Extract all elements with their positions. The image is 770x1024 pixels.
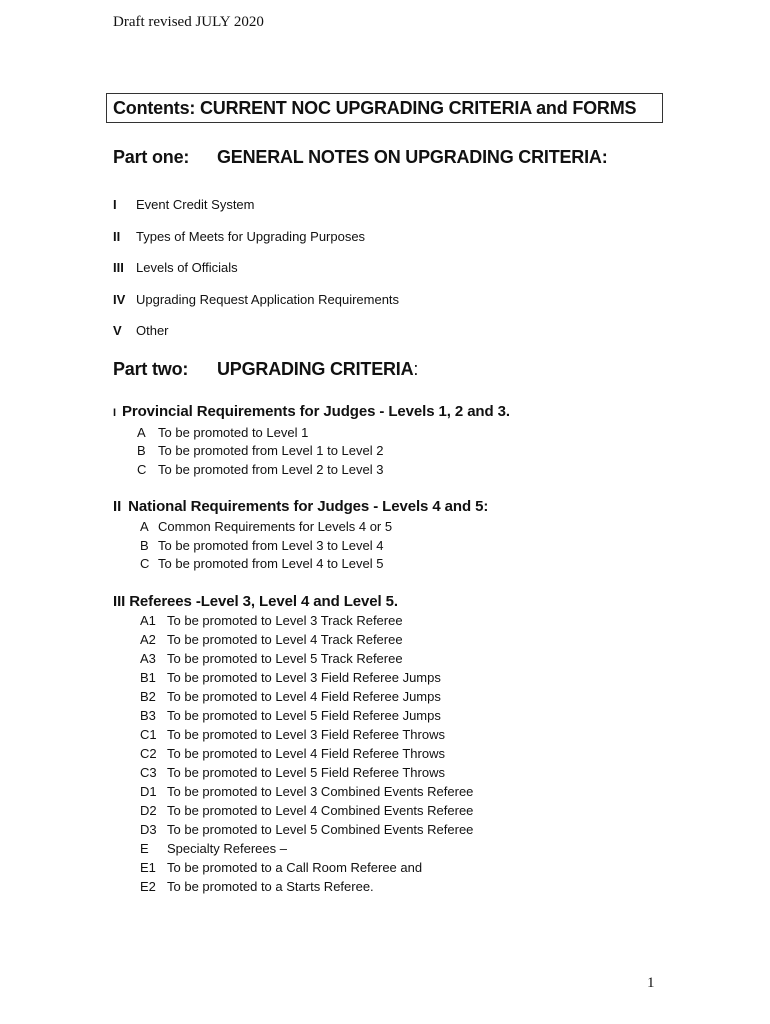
item-code: B3 [140,708,156,723]
item-text: To be promoted to a Call Room Referee and [167,860,423,875]
draft-revision-note: Draft revised JULY 2020 [113,14,264,30]
item-text: Common Requirements for Levels 4 or 5 [158,519,393,534]
item-text: Upgrading Request Application Requirements [136,292,400,307]
item-code: A1 [140,613,156,628]
section-heading [113,498,488,515]
item-text: To be promoted to Level 5 Field Referee Jumps [167,708,441,723]
item-code: D3 [140,822,157,837]
part-one-label: Part one: [113,147,190,167]
item-text: Other [136,323,169,338]
item-text: To be promoted to Level 3 Combined Events Referee [167,784,474,799]
list-item [140,860,422,875]
page-number: 1 [647,975,655,991]
part-two-heading [113,359,418,380]
item-text: To be promoted from Level 1 to Level 2 [158,443,384,458]
item-text: To be promoted to Level 5 Combined Events Referee [167,822,474,837]
item-code: C1 [140,727,157,742]
item-text: To be promoted from Level 4 to Level 5 [158,556,384,571]
list-item [140,879,374,894]
part-two-title: UPGRADING CRITERIA [217,359,414,379]
list-item [140,538,383,553]
item-code: B [140,538,149,553]
list-item [140,519,392,534]
item-code: C3 [140,765,157,780]
item-text: To be promoted to Level 4 Field Referee Throws [167,746,445,761]
list-item [140,689,441,704]
item-code: D1 [140,784,157,799]
item-code: B1 [140,670,156,685]
item-text: Types of Meets for Upgrading Purposes [136,229,366,244]
item-number: IV [113,292,126,307]
section-roman: III [113,593,126,610]
list-item [140,822,473,837]
part-one-item [113,260,238,275]
list-item [140,803,473,818]
part-one-heading [113,147,608,168]
section-roman: I [113,407,116,419]
item-text: To be promoted to Level 3 Field Referee Jumps [167,670,441,685]
item-number: V [113,323,122,338]
item-code: B2 [140,689,156,704]
item-number: I [113,197,117,212]
list-item [140,613,403,628]
part-one-item [113,197,255,212]
section-title: Provincial Requirements for Judges - Levels 1, 2 and 3. [121,403,510,420]
item-text: To be promoted to Level 5 Field Referee Throws [167,765,445,780]
contents-title: Contents: CURRENT NOC UPGRADING CRITERIA and FORMS [113,98,637,118]
item-code: D2 [140,803,157,818]
list-item [140,841,287,856]
item-text: To be promoted to Level 3 Field Referee Throws [167,727,445,742]
item-text: To be promoted to Level 1 [158,425,309,440]
item-text: Specialty Referees – [167,841,287,856]
item-text: To be promoted to Level 4 Field Referee Jumps [167,689,441,704]
item-number: III [113,260,124,275]
list-item [140,556,383,571]
item-code: C [137,462,147,477]
part-two-label: Part two: [113,359,189,379]
item-code: C2 [140,746,157,761]
list-item [140,746,445,761]
section-roman: II [113,498,122,515]
item-text: To be promoted from Level 2 to Level 3 [158,462,384,477]
list-item [140,670,441,685]
item-text: To be promoted to Level 4 Combined Events Referee [167,803,474,818]
item-code: A [140,519,149,534]
section-title: National Requirements for Judges - Levels 4 and 5: [128,498,489,515]
part-one-item [113,229,365,244]
item-code: A3 [140,651,156,666]
item-text: To be promoted to a Starts Referee. [167,879,374,894]
part-one-title: GENERAL NOTES ON UPGRADING CRITERIA: [217,147,608,167]
item-code: C [140,556,150,571]
item-code: E2 [140,879,156,894]
item-code: A [137,425,146,440]
list-item [140,708,441,723]
list-item [140,727,445,742]
part-one-item [113,292,399,307]
item-text: To be promoted to Level 5 Track Referee [167,651,403,666]
list-item [140,632,403,647]
item-text: To be promoted from Level 3 to Level 4 [158,538,384,553]
part-one-item [113,323,169,338]
item-text: Event Credit System [136,197,255,212]
item-code: B [137,443,146,458]
item-number: II [113,229,121,244]
item-text: To be promoted to Level 3 Track Referee [167,613,403,628]
item-code: A2 [140,632,156,647]
item-code: E [140,841,149,856]
section-heading [113,403,510,420]
list-item [140,651,403,666]
item-code: E1 [140,860,156,875]
list-item [140,765,445,780]
part-two-title-suffix: : [413,359,419,379]
list-item [140,784,473,799]
item-text: Levels of Officials [136,260,238,275]
list-item [137,425,308,440]
list-item [137,443,383,458]
item-text: To be promoted to Level 4 Track Referee [167,632,403,647]
section-heading [113,593,398,610]
list-item [137,462,383,477]
section-title: Referees -Level 3, Level 4 and Level 5. [129,593,398,610]
